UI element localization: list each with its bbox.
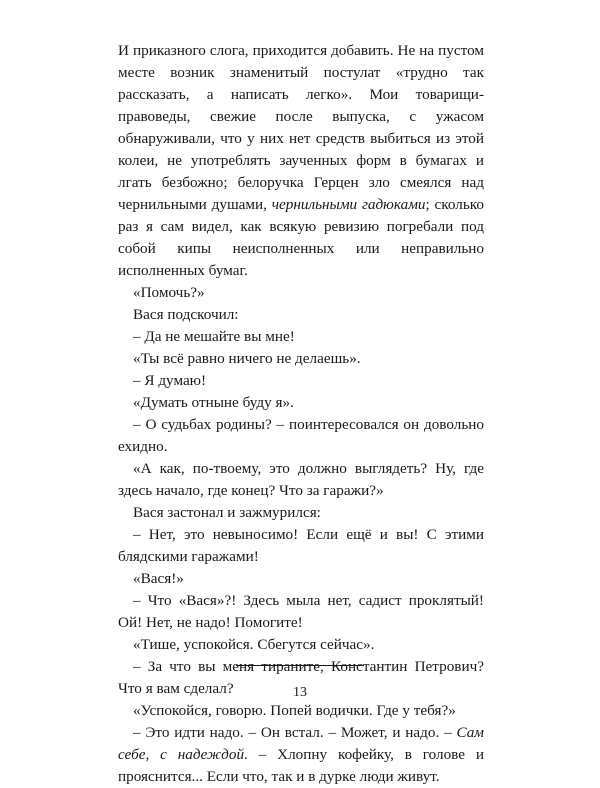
paragraph: «Тише, успокойся. Сбегутся сейчас». (133, 636, 375, 653)
paragraph: – О судьбах родины? – поинтересовался он довольно ехидно. (118, 416, 484, 455)
paragraph: «Думать отныне буду я». (133, 394, 294, 411)
paragraph: «Успокойся, говорю. Попей водички. Где у тебя?» (133, 702, 456, 719)
italic-phrase: Сам себе, с надеждой (118, 724, 484, 763)
paragraph: Вася застонал и зажмурился: (133, 504, 321, 521)
paragraph: «Ты всё равно ничего не делаешь». (133, 350, 361, 367)
page-number: 13 (293, 685, 307, 700)
body-text (118, 40, 484, 788)
paragraph: – Что «Вася»?! Здесь мыла нет, садист проклятый! Ой! Нет, не надо! Помогите! (118, 592, 484, 631)
paragraph: – Это идти надо. – Он встал. – Может, и надо. – Сам себе, с надеждой. – Хлопну кофейку, в голове и прояснится... Если что, так и в дурке люди живут. (118, 724, 484, 785)
paragraph: Вася подскочил: (133, 306, 239, 323)
paragraph: «А как, по-твоему, это должно выглядеть? Ну, где здесь начало, где конец? Что за гаражи?» (118, 460, 484, 499)
italic-phrase: чернильными гадюками (271, 196, 426, 213)
paragraph: «Вася!» (133, 570, 184, 587)
paragraph: И приказного слога, приходится добавить. Не на пустом месте возник знаменитый постулат «трудно так рассказать, а написать легко». Мои товарищи-правоведы, свежие после выпуска, с ужасом обнаруживали, что у них нет средств выбиться из этой колеи, не употреблять заученных форм в бумагах и лгать безбожно; белоручка Герцен зло смеялся над чернильными душами, чернильными гадюками; сколько раз я сам видел, как всякую ревизию погребали под собой кипы неисполненных или неправильно исполненных бумаг. (118, 42, 484, 279)
paragraph: – За что вы меня тираните, Константин Петрович? Что я вам сделал? (118, 658, 484, 697)
paragraph: – Я думаю! (133, 372, 207, 389)
paragraph: «Помочь?» (133, 284, 205, 301)
paragraph: – Да не мешайте вы мне! (133, 328, 295, 345)
footer-divider (236, 665, 364, 666)
paragraph: – Нет, это невыносимо! Если ещё и вы! С этими блядскими гаражами! (118, 526, 484, 565)
